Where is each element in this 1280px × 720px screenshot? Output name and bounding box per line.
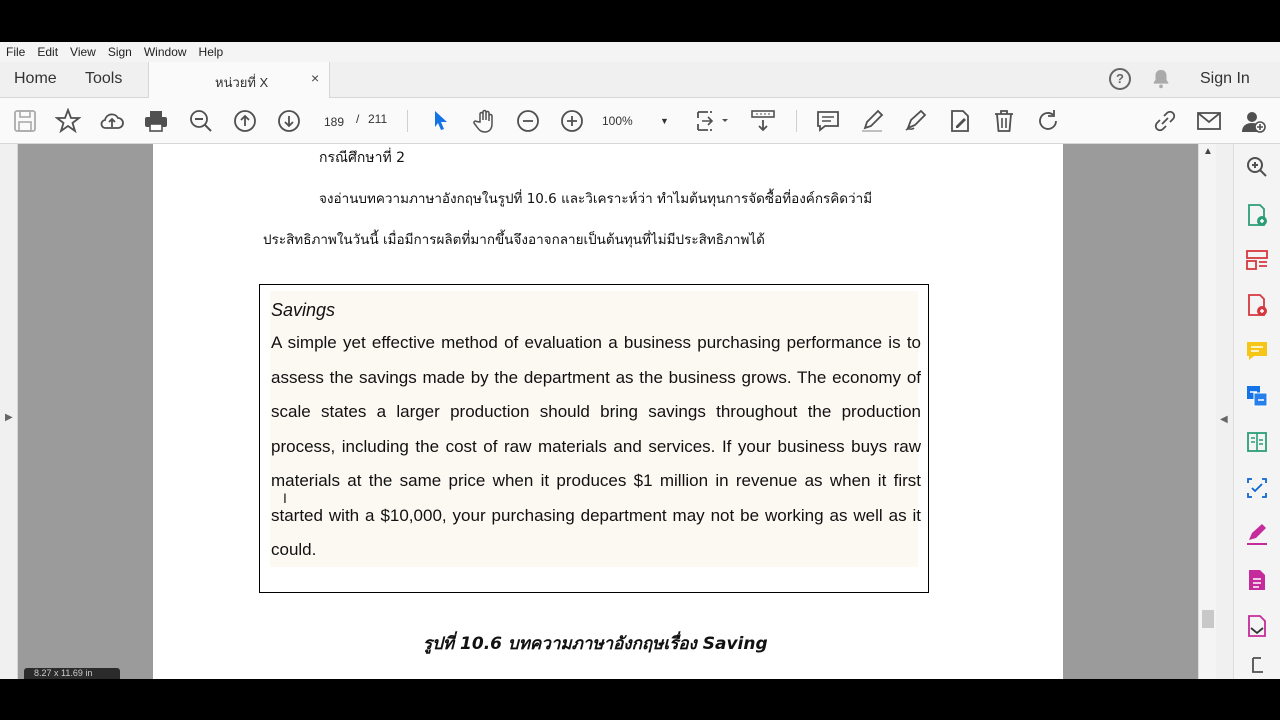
zoom-out-icon[interactable] [515, 108, 541, 134]
menu-edit[interactable]: Edit [37, 45, 59, 59]
fill-sign-icon[interactable] [1245, 522, 1269, 546]
draw-pen-icon[interactable] [903, 108, 929, 134]
toolbar-divider-2 [796, 110, 797, 132]
screen-bottom-bar [0, 679, 1280, 720]
menu-sign[interactable]: Sign [107, 45, 132, 59]
email-icon[interactable] [1196, 108, 1222, 134]
document-viewer[interactable] [18, 144, 1198, 679]
expand-left-panel-icon[interactable]: ▶ [5, 412, 13, 423]
right-panel-toggle[interactable] [1216, 144, 1234, 679]
tools-pane [1234, 144, 1280, 679]
star-icon[interactable] [55, 108, 81, 134]
fit-page-icon[interactable] [694, 108, 734, 134]
instruction-line-1: จงอ่านบทความภาษาอังกฤษในรูปที่ 10.6 และวิเคราะห์ว่า ทำไมต้นทุนการจัดซื้อที่องค์กรคิดว่ามี [319, 191, 873, 207]
share-link-icon[interactable] [1152, 108, 1178, 134]
zoom-value: 100% [602, 114, 633, 128]
article-title: Savings [271, 300, 336, 320]
tab-home[interactable]: Home [14, 70, 57, 87]
highlight-pen-icon[interactable] [859, 108, 885, 134]
zoom-in-icon[interactable] [559, 108, 585, 134]
scroll-up-icon[interactable]: ▲ [1203, 146, 1213, 157]
page-total: 211 [368, 112, 388, 126]
next-page-icon[interactable] [276, 108, 302, 134]
add-user-icon[interactable] [1240, 108, 1266, 134]
article-paragraph: A simple yet effective method of evaluation a business purchasing performance is to assess the savings made by the department as the business grows. The economy of scale states a larger production should bring savings throughout the production process, including the cost of raw materials and services. If your business buys raw materials at the same price when it produces $1 million in revenue as when it first started with a $10,000, your purchasing department may not be working as well as it could. [271, 333, 921, 559]
collapse-right-panel-icon[interactable]: ◀ [1220, 414, 1228, 425]
edit-pdf-icon[interactable] [947, 108, 973, 134]
help-icon[interactable]: ? [1109, 68, 1131, 90]
zoom-dropdown[interactable] [602, 110, 674, 132]
toolbar-divider [407, 110, 408, 132]
scroll-mode-icon[interactable] [750, 108, 776, 134]
chevron-down-icon: ▼ [660, 116, 669, 126]
close-tab-icon[interactable]: × [311, 70, 320, 86]
menu-file[interactable]: File [6, 45, 26, 59]
delete-icon[interactable] [991, 108, 1017, 134]
print-icon[interactable] [143, 108, 169, 134]
zoom-out-search-icon[interactable] [188, 108, 214, 134]
main-toolbar [0, 98, 1280, 144]
page-separator: / [356, 112, 360, 126]
select-cursor-icon[interactable] [428, 108, 454, 134]
scrollbar-thumb[interactable] [1202, 610, 1214, 628]
more-tools-icon[interactable] [1245, 614, 1269, 638]
comment-tool-icon[interactable] [1245, 339, 1269, 363]
vertical-scrollbar[interactable] [1198, 144, 1216, 679]
save-icon[interactable] [12, 108, 38, 134]
tab-document[interactable] [148, 62, 330, 98]
compare-icon[interactable] [1245, 430, 1269, 454]
rotate-icon[interactable] [1035, 108, 1061, 134]
previous-page-icon[interactable] [232, 108, 258, 134]
menu-bar [0, 42, 1280, 62]
sign-in-button[interactable]: Sign In [1200, 70, 1250, 87]
figure-caption: รูปที่ 10.6 บทความภาษาอังกฤษเรื่อง Saving [423, 634, 768, 654]
comment-icon[interactable] [815, 108, 841, 134]
organize-pages-icon[interactable] [1245, 248, 1269, 272]
menu-window[interactable]: Window [143, 45, 187, 59]
pdf-page [153, 144, 1063, 679]
tab-document-title: หน่วยที่ X [215, 75, 269, 90]
hand-tool-icon[interactable] [472, 108, 498, 134]
page-size-indicator: 8.27 x 11.69 in [24, 668, 120, 679]
menu-view[interactable]: View [70, 45, 96, 59]
screen-top-bar [0, 0, 1280, 42]
create-pdf-icon[interactable] [1245, 293, 1269, 317]
expand-tools-chevron-icon[interactable] [1245, 652, 1269, 676]
text-cursor-icon: I [283, 490, 287, 506]
notification-bell-icon[interactable] [1150, 68, 1172, 90]
cloud-upload-icon[interactable] [99, 108, 125, 134]
tab-tools[interactable]: Tools [85, 70, 123, 87]
tab-bar [0, 62, 1280, 98]
menu-help[interactable]: Help [198, 45, 224, 59]
instruction-line-2: ประสิทธิภาพในวันนี้ เมื่อมีการผลิตที่มากขึ้นจึงอาจกลายเป็นต้นทุนที่ไม่มีประสิทธิภาพได้ [263, 232, 765, 248]
left-panel-toggle[interactable] [0, 144, 18, 679]
document-icon[interactable] [1245, 568, 1269, 592]
case-heading: กรณีศึกษาที่ 2 [319, 150, 406, 166]
export-pdf-icon[interactable] [1245, 203, 1269, 227]
page-number-input[interactable]: 189 [323, 115, 345, 129]
scan-icon[interactable] [1245, 476, 1269, 500]
search-zoom-icon[interactable] [1245, 155, 1269, 179]
convert-icon[interactable] [1245, 384, 1269, 408]
